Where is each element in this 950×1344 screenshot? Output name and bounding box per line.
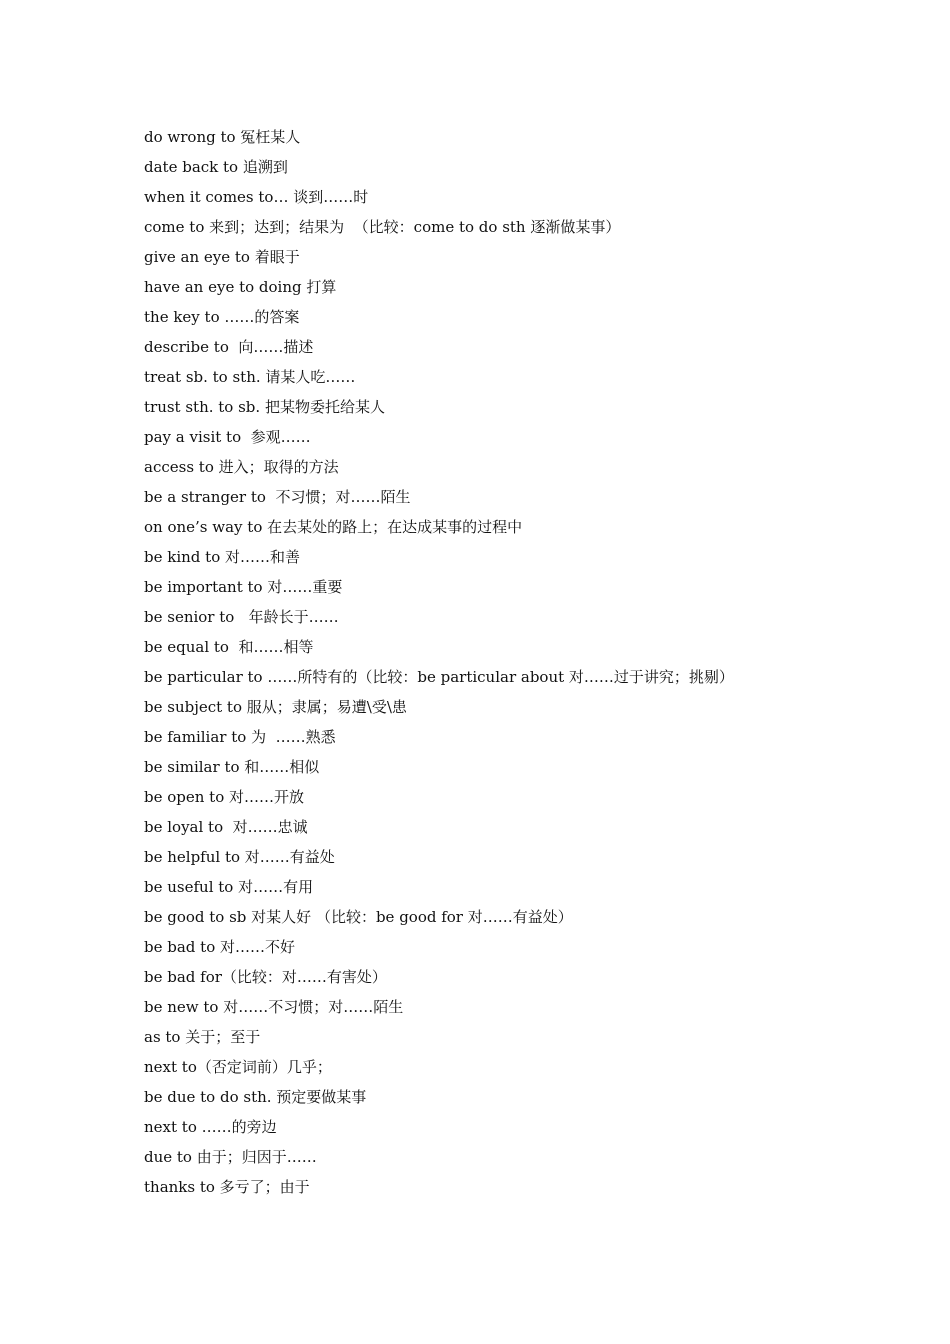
phrase-line: on one’s way to 在去某处的路上；在达成某事的过程中 <box>144 518 523 536</box>
phrase-line: be similar to 和……相似 <box>144 758 320 776</box>
phrase-line: be important to 对……重要 <box>144 578 343 596</box>
phrase-line: thanks to 多亏了；由于 <box>144 1178 310 1196</box>
phrase-line: when it comes to… 谈到……时 <box>144 188 369 206</box>
phrase-line: date back to 追溯到 <box>144 158 288 176</box>
phrase-list <box>144 122 784 1202</box>
phrase-line: be bad to 对……不好 <box>144 938 295 956</box>
phrase-line: be due to do sth. 预定要做某事 <box>144 1088 367 1106</box>
phrase-line: be helpful to 对……有益处 <box>144 848 335 866</box>
phrase-line: as to 关于；至于 <box>144 1028 261 1046</box>
phrase-line: be new to 对……不习惯；对……陌生 <box>144 998 404 1016</box>
phrase-line: be good to sb 对某人好 （比较：be good for 对……有益处） <box>144 908 573 926</box>
phrase-line: describe to 向……描述 <box>144 338 314 356</box>
phrase-line: due to 由于；归因于…… <box>144 1148 317 1166</box>
phrase-line: pay a visit to 参观…… <box>144 428 311 446</box>
phrase-line: do wrong to 冤枉某人 <box>144 128 301 146</box>
phrase-line: be open to 对……开放 <box>144 788 305 806</box>
phrase-line: next to ……的旁边 <box>144 1118 277 1136</box>
phrase-line: be senior to 年龄长于…… <box>144 608 339 626</box>
phrase-line: treat sb. to sth. 请某人吃…… <box>144 368 356 386</box>
phrase-line: access to 进入；取得的方法 <box>144 458 339 476</box>
phrase-line: be kind to 对……和善 <box>144 548 300 566</box>
phrase-line: be equal to 和……相等 <box>144 638 314 656</box>
phrase-line: be bad for（比较：对……有害处） <box>144 968 387 986</box>
phrase-line: be familiar to 为 ……熟悉 <box>144 728 336 746</box>
phrase-line: be particular to ……所特有的（比较：be particular about 对……过于讲究；挑剔） <box>144 668 734 686</box>
phrase-line: come to 来到；达到；结果为 （比较：come to do sth 逐渐做某事） <box>144 218 621 236</box>
phrase-line: the key to ……的答案 <box>144 308 300 326</box>
phrase-line: next to（否定词前）几乎； <box>144 1058 332 1076</box>
phrase-line: be subject to 服从；隶属；易遭\受\患 <box>144 698 407 716</box>
phrase-line: give an eye to 着眼于 <box>144 248 300 266</box>
phrase-line: be loyal to 对……忠诚 <box>144 818 308 836</box>
phrase-line: be useful to 对……有用 <box>144 878 314 896</box>
phrase-line: be a stranger to 不习惯；对……陌生 <box>144 488 411 506</box>
phrase-line: trust sth. to sb. 把某物委托给某人 <box>144 398 385 416</box>
phrase-line: have an eye to doing 打算 <box>144 278 337 296</box>
